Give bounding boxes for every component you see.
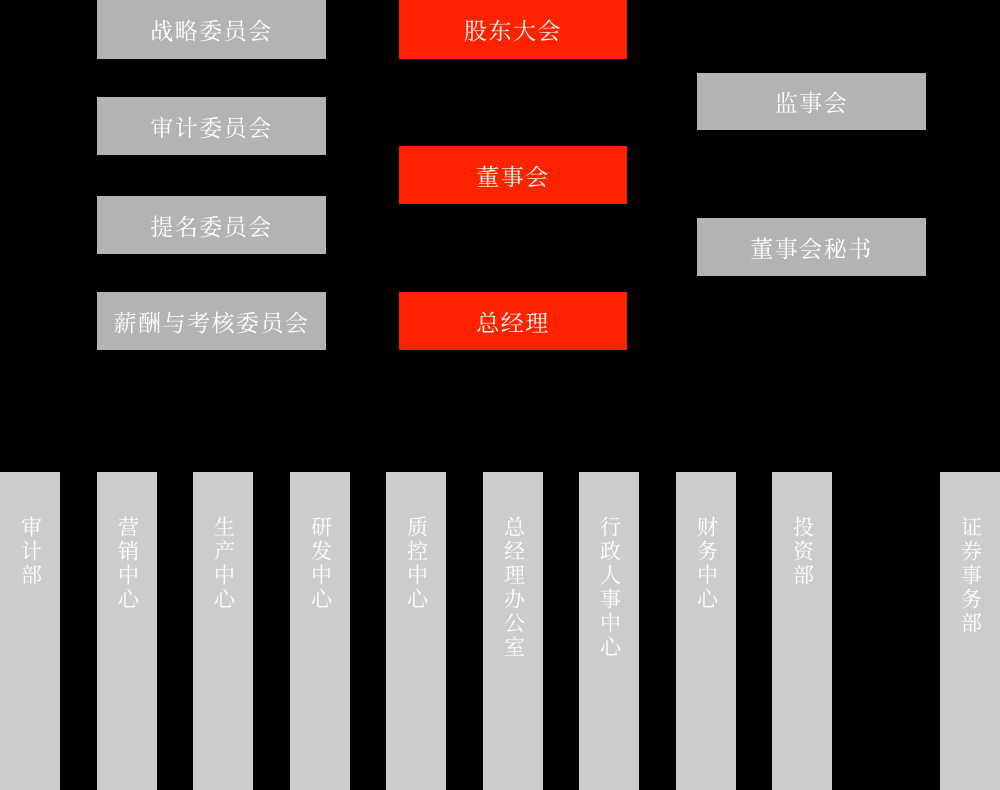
dept-label: 生产中心 bbox=[211, 516, 235, 612]
node-strategy-committee: 战略委员会 bbox=[97, 0, 326, 59]
dept-label: 证券事务部 bbox=[958, 516, 982, 636]
node-shareholders-meeting: 股东大会 bbox=[399, 0, 627, 59]
dept-label: 研发中心 bbox=[308, 516, 332, 612]
node-dept-production-center bbox=[193, 472, 253, 790]
node-dept-rnd-center bbox=[290, 472, 350, 790]
node-audit-committee: 审计委员会 bbox=[97, 97, 326, 155]
node-dept-admin-hr-center bbox=[579, 472, 639, 790]
dept-label: 财务中心 bbox=[694, 516, 718, 612]
dept-label: 总经理办公室 bbox=[501, 516, 525, 660]
node-dept-quality-control-center bbox=[386, 472, 446, 790]
node-dept-finance-center bbox=[676, 472, 736, 790]
node-dept-investment bbox=[772, 472, 832, 790]
node-dept-marketing-center bbox=[97, 472, 157, 790]
node-dept-securities-affairs bbox=[940, 472, 1000, 790]
dept-label: 质控中心 bbox=[404, 516, 428, 612]
node-supervisory-board: 监事会 bbox=[697, 73, 926, 130]
node-nomination-committee: 提名委员会 bbox=[97, 196, 326, 254]
dept-label: 审计部 bbox=[18, 516, 42, 588]
node-general-manager: 总经理 bbox=[399, 292, 627, 350]
dept-label: 营销中心 bbox=[115, 516, 139, 612]
node-board-of-directors: 董事会 bbox=[399, 146, 627, 204]
node-dept-audit bbox=[0, 472, 60, 790]
node-dept-gm-office bbox=[483, 472, 543, 790]
dept-label: 行政人事中心 bbox=[597, 516, 621, 660]
dept-label: 投资部 bbox=[790, 516, 814, 588]
node-remuneration-assessment-committee: 薪酬与考核委员会 bbox=[97, 292, 326, 350]
node-board-secretary: 董事会秘书 bbox=[697, 218, 926, 276]
